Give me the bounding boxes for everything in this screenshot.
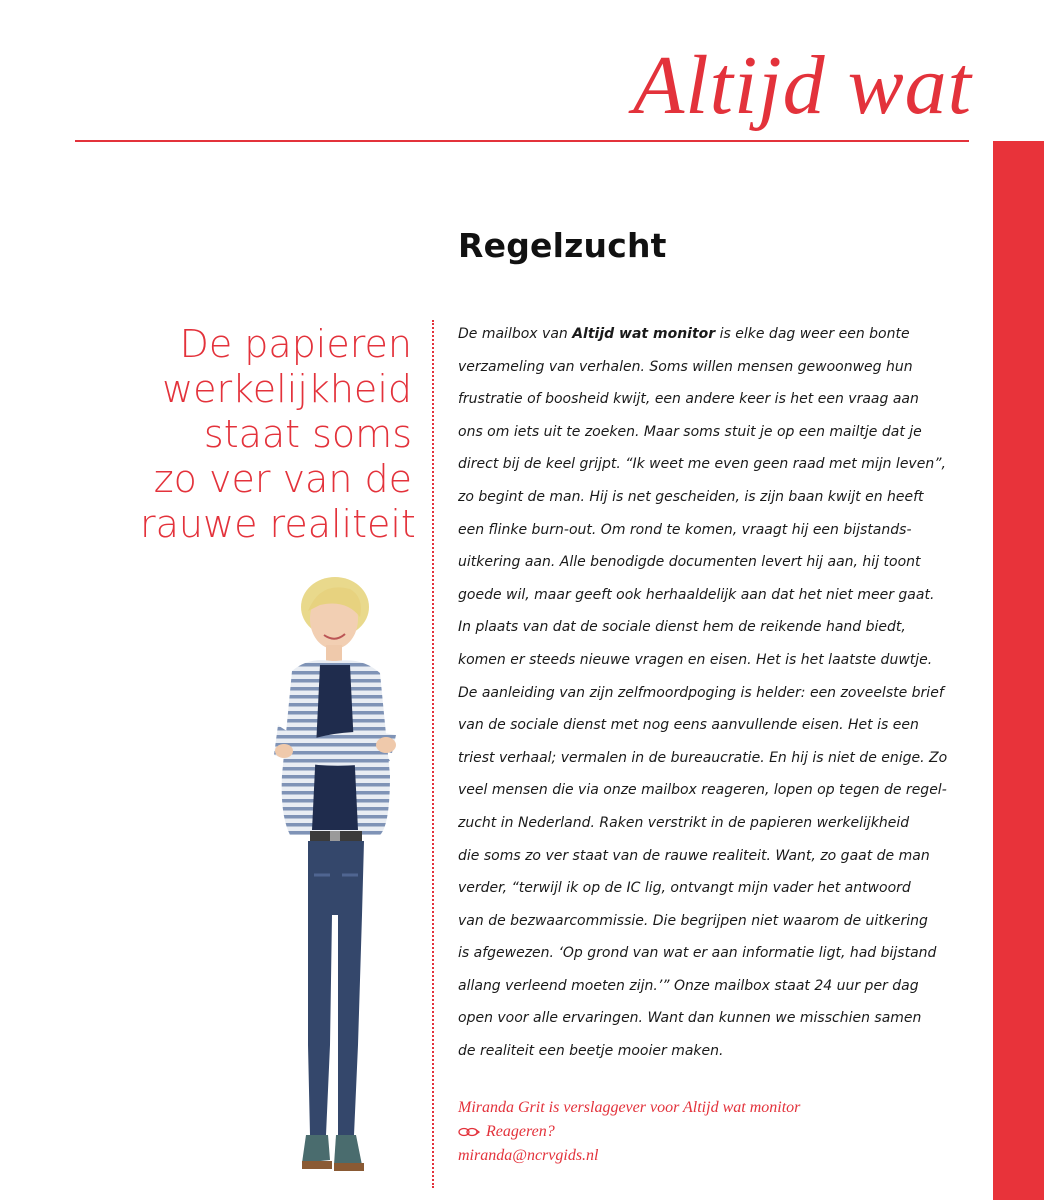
body-line <box>458 937 937 970</box>
body-line <box>458 546 928 579</box>
body-text-run: komen er steeds nieuwe vragen en eisen. Het is het laatste duwtje. <box>458 651 933 668</box>
article-title: Regelzucht <box>458 226 667 265</box>
body-line <box>458 383 928 416</box>
body-line <box>458 905 928 938</box>
body-text-run: zo begint de man. Hij is net gescheiden, is zijn baan kwijt en heeft <box>458 488 924 505</box>
pull-quote <box>140 322 416 547</box>
body-text-run: De aanleiding van zijn zelfmoordpoging is helder: een zoveelste brief <box>458 684 944 701</box>
red-side-bar <box>993 141 1044 1200</box>
body-line <box>458 514 928 547</box>
body-text-run: verzameling van verhalen. Soms willen mensen gewoonweg hun <box>458 358 913 375</box>
body-line <box>458 644 933 677</box>
body-text-run: die soms zo ver staat van de rauwe realiteit. Want, zo gaat de man <box>458 847 930 864</box>
body-line <box>458 742 948 775</box>
pull-quote-line: rauwe realiteit <box>140 502 416 546</box>
header-rule <box>75 140 969 142</box>
body-text-run: direct bij de keel grijpt. “Ik weet me even geen raad met mijn leven”, <box>458 456 946 473</box>
body-line <box>458 351 928 384</box>
body-line <box>458 318 928 351</box>
column-divider <box>432 320 434 1188</box>
author-email[interactable]: miranda@ncrvgids.nl <box>458 1147 599 1164</box>
body-text-run: frustratie of boosheid kwijt, een andere keer is het een vraag aan <box>458 391 919 408</box>
body-text-run: is elke dag weer een bonte <box>715 326 910 342</box>
link-icon <box>458 1127 480 1137</box>
body-text-run: ons om iets uit te zoeken. Maar soms stuit je op een mailtje dat je <box>458 423 922 440</box>
body-text-run: allang verleend moeten zijn.’” Onze mailbox staat 24 uur per dag <box>458 977 919 994</box>
body-text-run: uitkering aan. Alle benodigde documenten levert hij aan, hij toont <box>458 554 921 571</box>
pull-quote-line: werkelijkheid <box>162 367 412 411</box>
body-line <box>458 970 928 1003</box>
byline <box>458 1096 800 1168</box>
body-text-run: is afgewezen. ‘Op grond van wat er aan informatie ligt, had bijstand <box>458 945 937 962</box>
body-text-run: De mailbox van <box>458 326 573 342</box>
react-link[interactable] <box>458 1120 800 1144</box>
author-photo <box>250 575 420 1185</box>
body-line <box>458 872 928 905</box>
body-line <box>458 481 928 514</box>
masthead-title: Altijd wat <box>632 39 972 132</box>
body-line <box>458 677 944 710</box>
body-line <box>458 416 928 449</box>
body-text-run: triest verhaal; vermalen in de bureaucratie. En hij is niet de enige. Zo <box>458 749 948 766</box>
body-line <box>458 1002 928 1035</box>
body-text-run: een flinke burn-out. Om rond te komen, vraagt hij een bijstands- <box>458 521 912 538</box>
body-line <box>458 611 928 644</box>
body-text-run: verder, “terwijl ik op de IC lig, ontvangt mijn vader het antwoord <box>458 880 911 897</box>
author-credit: Miranda Grit is verslaggever voor Altijd wat monitor <box>458 1099 801 1116</box>
body-text-run: open voor alle ervaringen. Want dan kunnen we misschien samen <box>458 1010 922 1027</box>
article-body <box>458 318 948 1068</box>
body-line <box>458 807 928 840</box>
body-text-run: veel mensen die via onze mailbox reageren, lopen op tegen de regel- <box>458 782 947 799</box>
pull-quote-line: staat soms <box>203 412 412 456</box>
body-text-run: de realiteit een beetje mooier maken. <box>458 1043 724 1060</box>
body-line <box>458 1035 928 1068</box>
body-text-run: van de bezwaarcommissie. Die begrijpen niet waarom de uitkering <box>458 912 928 929</box>
body-text-run: van de sociale dienst met nog eens aanvullende eisen. Het is een <box>458 717 919 734</box>
body-text-run: zucht in Nederland. Raken verstrikt in de papieren werkelijkheid <box>458 814 910 831</box>
body-line <box>458 774 947 807</box>
pull-quote-line: zo ver van de <box>153 457 412 501</box>
body-text-run: In plaats van dat de sociale dienst hem de reikende hand biedt, <box>458 619 906 636</box>
body-line <box>458 448 946 481</box>
body-line <box>458 840 928 873</box>
body-line <box>458 709 928 742</box>
body-line <box>458 579 935 612</box>
body-text-run: goede wil, maar geeft ook herhaaldelijk aan dat het niet meer gaat. <box>458 586 935 603</box>
react-label: Reageren? <box>486 1123 555 1140</box>
publication-name: Altijd wat monitor <box>572 326 716 342</box>
pull-quote-line: De papieren <box>179 322 412 366</box>
